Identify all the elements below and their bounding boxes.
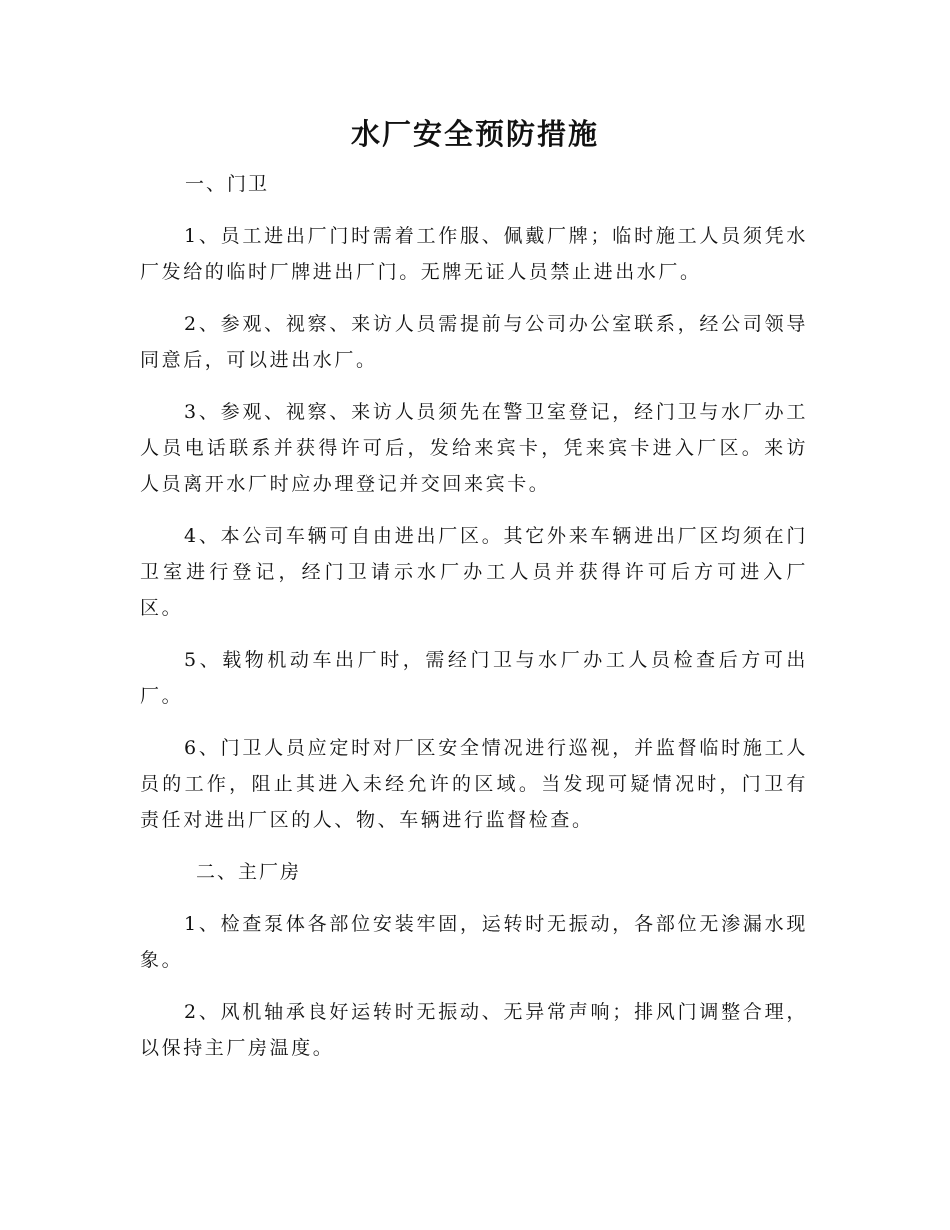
section-heading-gate: 一、门卫 [185, 173, 270, 195]
paragraph-gate-6: 6、门卫人员应定时对厂区安全情况进行巡视，并监督临时施工人员的工作，阻止其进入未经允许的区域。当发现可疑情况时，门卫有责任对进出厂区的人、物、车辆进行监督检查。 [140, 737, 808, 831]
document-body [140, 166, 808, 1066]
document-title: 水厂安全预防措施 [350, 117, 599, 151]
section-heading-main-building: 二、主厂房 [196, 861, 302, 883]
paragraph-gate-4: 4、本公司车辆可自由进出厂区。其它外来车辆进出厂区均须在门卫室进行登记，经门卫请示水厂办工人员并获得许可后方可进入厂区。 [140, 525, 808, 619]
paragraph-gate-3: 3、参观、视察、来访人员须先在警卫室登记，经门卫与水厂办工人员电话联系并获得许可后，发给来宾卡，凭来宾卡进入厂区。来访人员离开水厂时应办理登记并交回来宾卡。 [140, 401, 808, 495]
paragraph-main-building-1: 1、检查泵体各部位安装牢固，运转时无振动，各部位无渗漏水现象。 [140, 913, 808, 971]
paragraph-gate-2: 2、参观、视察、来访人员需提前与公司办公室联系，经公司领导同意后，可以进出水厂。 [140, 313, 808, 371]
paragraph-main-building-2: 2、风机轴承良好运转时无振动、无异常声响；排风门调整合理，以保持主厂房温度。 [140, 1001, 808, 1059]
paragraph-gate-1: 1、员工进出厂门时需着工作服、佩戴厂牌；临时施工人员须凭水厂发给的临时厂牌进出厂门。无牌无证人员禁止进出水厂。 [140, 225, 808, 283]
paragraph-gate-5: 5、载物机动车出厂时，需经门卫与水厂办工人员检查后方可出厂。 [140, 649, 808, 707]
